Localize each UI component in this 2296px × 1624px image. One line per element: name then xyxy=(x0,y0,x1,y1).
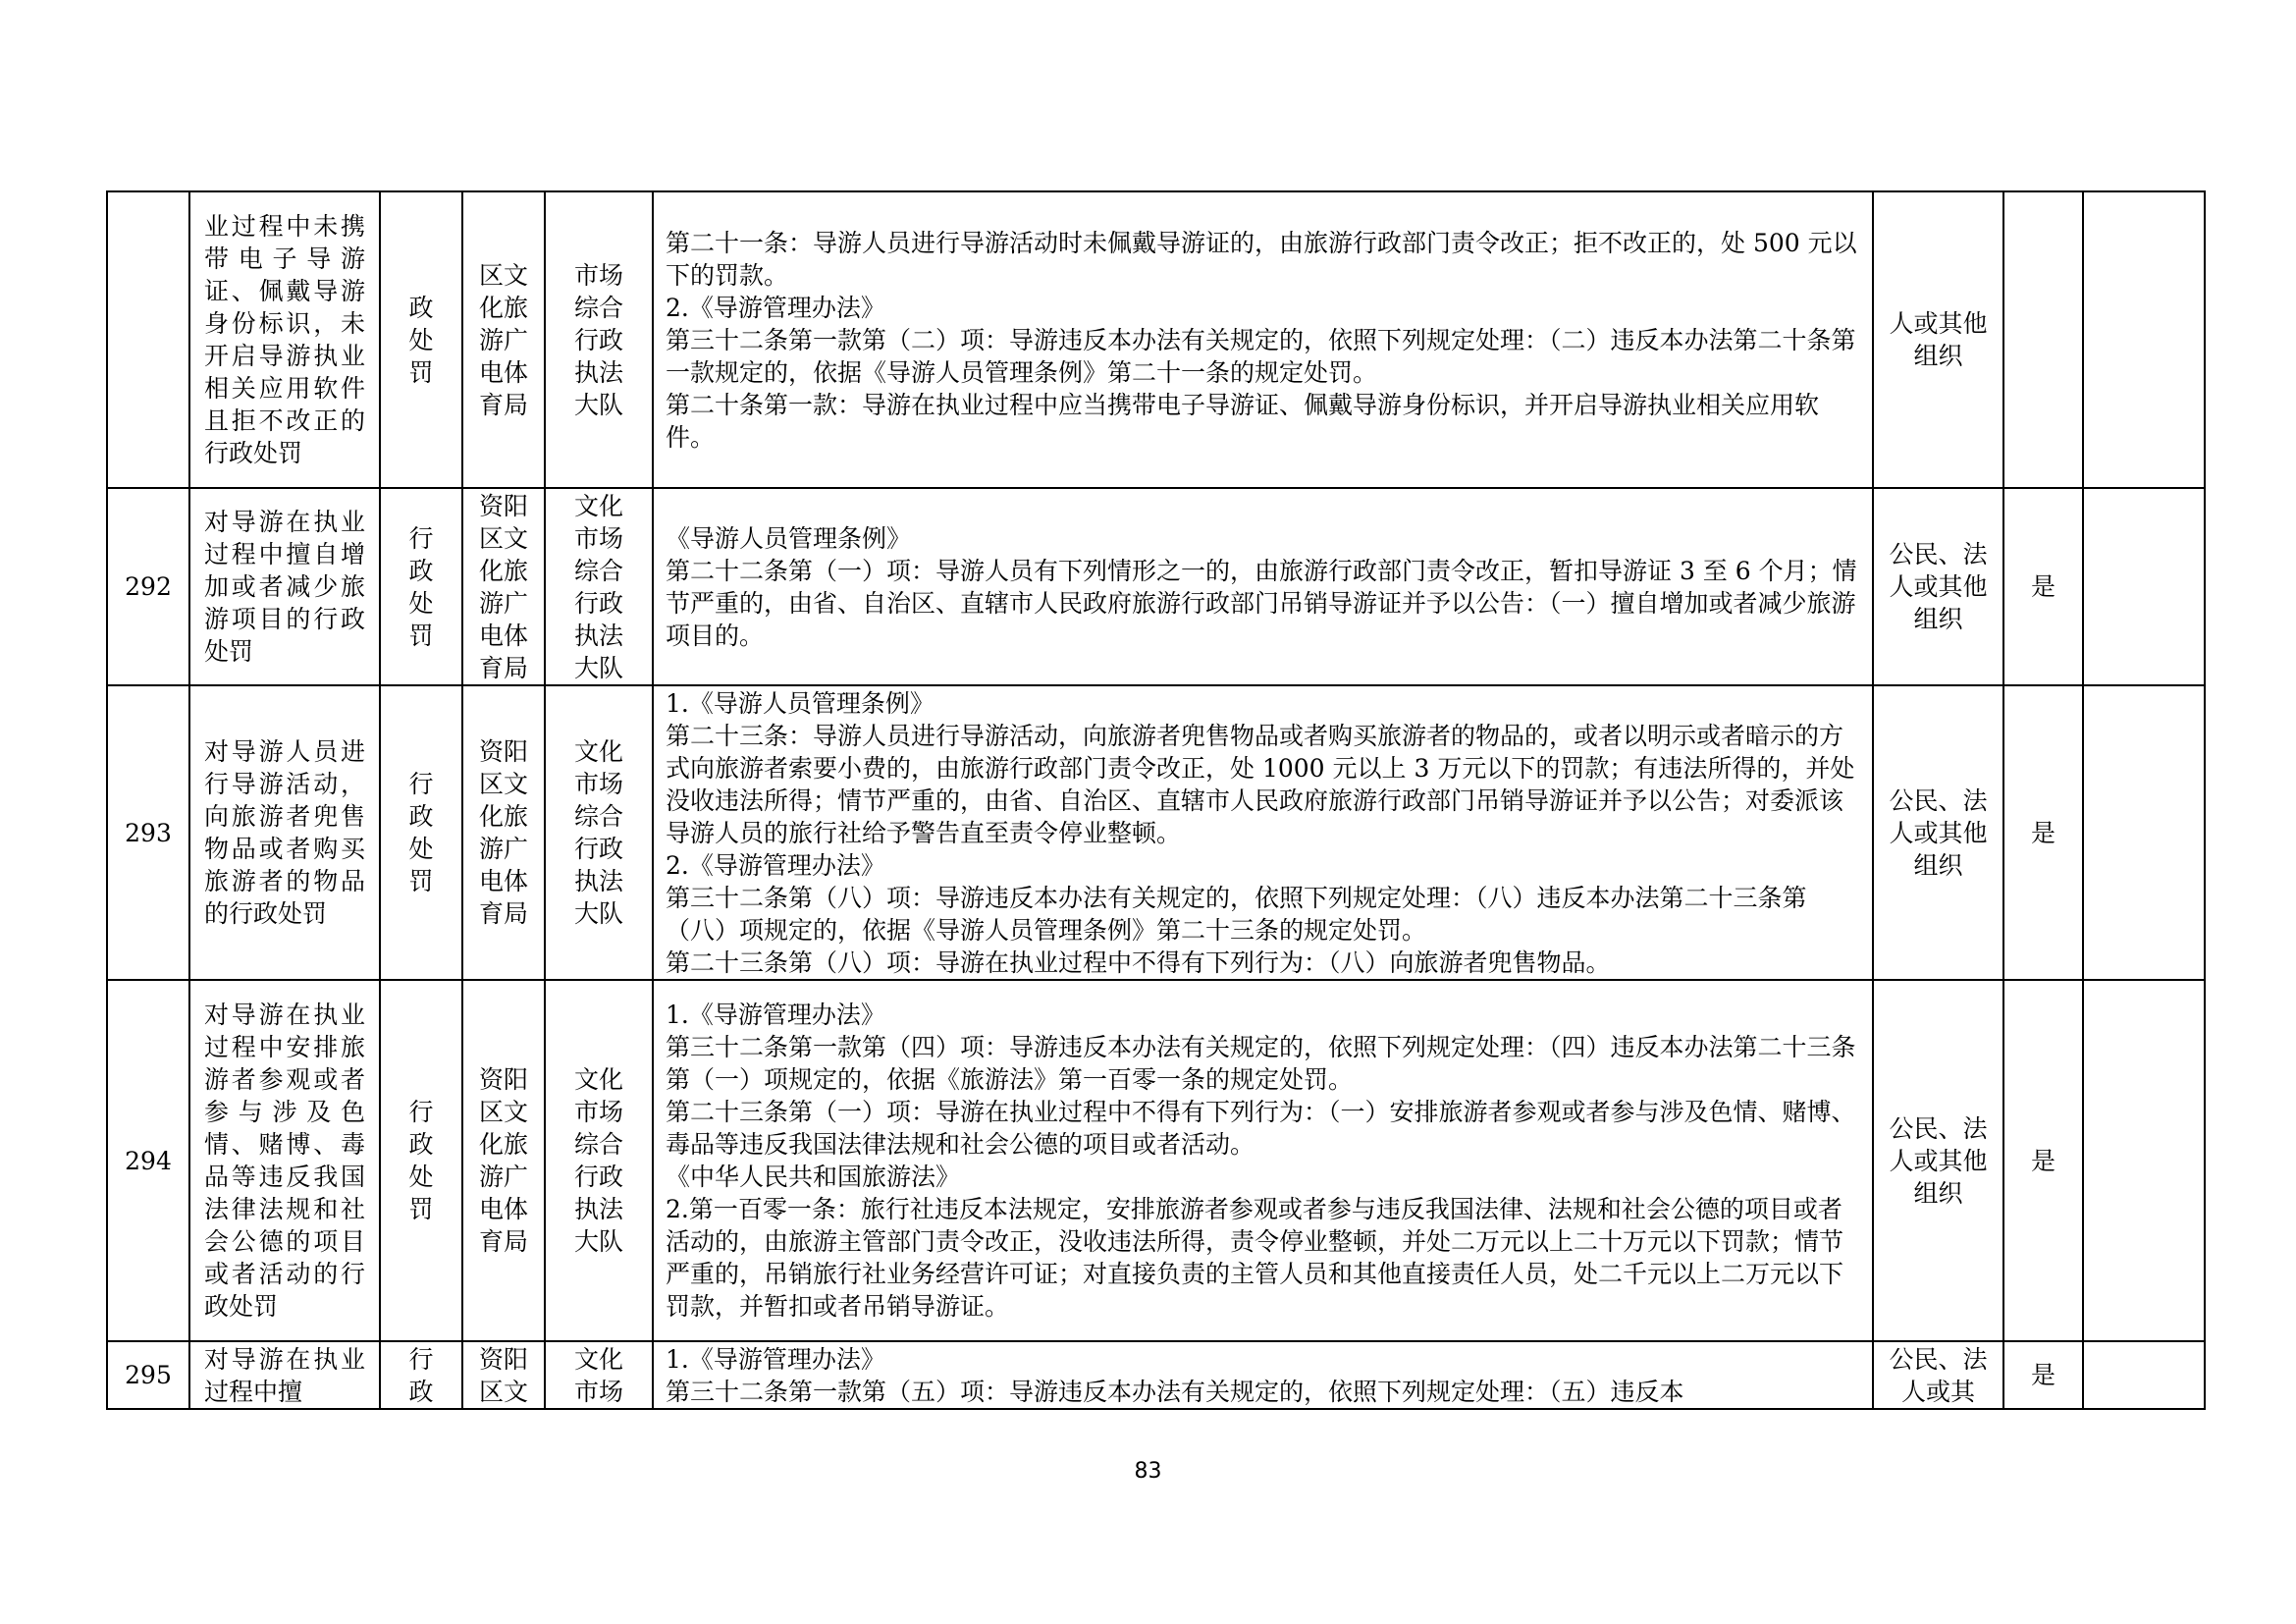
target-object xyxy=(1873,980,2003,1341)
regulation-table xyxy=(106,190,2206,1410)
row-number: 293 xyxy=(107,685,189,980)
flag-cell: 是 xyxy=(2003,1341,2083,1409)
department xyxy=(462,685,545,980)
basis-line: 第二十条第一款：导游在执业过程中应当携带电子导游证、佩戴导游身份标识，并开启导游执业相关应用软件。 xyxy=(666,390,1820,452)
target-object xyxy=(1873,1341,2003,1409)
legal-basis xyxy=(653,980,1873,1341)
enforcement-unit xyxy=(545,685,653,980)
item-type xyxy=(380,191,462,488)
item-name: 对导游在执业过程中擅 xyxy=(189,1341,380,1409)
department xyxy=(462,980,545,1341)
enforcement-unit xyxy=(545,980,653,1341)
flag-cell: 是 xyxy=(2003,488,2083,685)
flag-cell xyxy=(2003,191,2083,488)
basis-line: 第二十三条第（八）项：导游在执业过程中不得有下列行为：（八）向旅游者兜售物品。 xyxy=(666,947,1611,977)
table-row xyxy=(107,980,2205,1341)
flag-cell: 是 xyxy=(2003,685,2083,980)
remarks-cell xyxy=(2083,191,2205,488)
legal-basis xyxy=(653,685,1873,980)
item-type xyxy=(380,980,462,1341)
table-row xyxy=(107,1341,2205,1409)
basis-line: 1.《导游管理办法》 xyxy=(666,1344,885,1374)
basis-line: 第二十二条第（一）项：导游人员有下列情形之一的，由旅游行政部门责令改正，暂扣导游证 3 至 6 个月；情节严重的，由省、自治区、直辖市人民政府旅游行政部门吊销导游证并予以公告：（一）擅自增加或者减少旅游项目的。 xyxy=(666,556,1857,650)
row-number: 292 xyxy=(107,488,189,685)
basis-line: 2.《导游管理办法》 xyxy=(666,850,885,880)
target-object-text: 公民、法人或其他组织 xyxy=(1889,540,1988,633)
target-object-text: 公民、法人或其 xyxy=(1889,1344,1988,1406)
item-type-text: 行政 xyxy=(408,1344,434,1406)
item-type xyxy=(380,685,462,980)
item-name: 对导游在执业过程中安排旅游者参观或者参与涉及色情、赌博、毒品等违反我国法律法规和社会公德的项目或者活动的行政处罚 xyxy=(189,980,380,1341)
enforcement-unit xyxy=(545,488,653,685)
enforcement-unit-text: 文化市场综合行政执法大队 xyxy=(573,737,623,928)
item-type xyxy=(380,488,462,685)
basis-line: 1.《导游人员管理条例》 xyxy=(666,688,934,718)
basis-line: 第二十三条第（一）项：导游在执业过程中不得有下列行为：（一）安排旅游者参观或者参与涉及色情、赌博、毒品等违反我国法律法规和社会公德的项目或者活动。 xyxy=(666,1098,1856,1159)
item-type-text: 政处罚 xyxy=(408,293,434,387)
basis-line: 2.《导游管理办法》 xyxy=(666,293,885,322)
department-text: 资阳区文 xyxy=(478,1344,528,1406)
item-type-text: 行政处罚 xyxy=(408,523,434,650)
target-object-text: 公民、法人或其他组织 xyxy=(1889,785,1988,880)
basis-line: 第三十二条第一款第（五）项：导游违反本办法有关规定的，依照下列规定处理：（五）违反本 xyxy=(666,1377,1684,1406)
department-text: 资阳区文化旅游广电体育局 xyxy=(478,491,528,682)
row-number: 295 xyxy=(107,1341,189,1409)
basis-line: 《导游人员管理条例》 xyxy=(666,523,912,553)
target-object xyxy=(1873,685,2003,980)
remarks-cell xyxy=(2083,488,2205,685)
enforcement-unit xyxy=(545,191,653,488)
department-text: 区文化旅游广电体育局 xyxy=(478,260,528,419)
department-text: 资阳区文化旅游广电体育局 xyxy=(478,737,528,928)
basis-line: 1.《导游管理办法》 xyxy=(666,1001,885,1029)
basis-line: 第二十一条：导游人员进行导游活动时未佩戴导游证的，由旅游行政部门责令改正；拒不改正的，处 500 元以下的罚款。 xyxy=(666,228,1857,290)
table-row xyxy=(107,488,2205,685)
basis-line: 《中华人民共和国旅游法》 xyxy=(666,1163,961,1191)
remarks-cell xyxy=(2083,980,2205,1341)
row-number: 294 xyxy=(107,980,189,1341)
flag-cell: 是 xyxy=(2003,980,2083,1341)
enforcement-unit-text: 文化市场综合行政执法大队 xyxy=(573,491,623,682)
target-object-text: 公民、法人或其他组织 xyxy=(1889,1113,1988,1208)
item-name: 对导游在执业过程中擅自增加或者减少旅游项目的行政处罚 xyxy=(189,488,380,685)
department xyxy=(462,488,545,685)
basis-line: 第三十二条第一款第（四）项：导游违反本办法有关规定的，依照下列规定处理：（四）违反本办法第二十三条第（一）项规定的，依据《旅游法》第一百零一条的规定处罚。 xyxy=(666,1033,1856,1094)
item-type-text: 行政处罚 xyxy=(408,770,434,895)
target-object-text: 人或其他组织 xyxy=(1889,309,1988,370)
legal-basis xyxy=(653,1341,1873,1409)
target-object xyxy=(1873,191,2003,488)
legal-basis xyxy=(653,191,1873,488)
enforcement-unit xyxy=(545,1341,653,1409)
page-number: 83 xyxy=(1134,1459,1162,1484)
enforcement-unit-text: 文化市场 xyxy=(573,1344,623,1406)
basis-line: 2.第一百零一条：旅行社违反本法规定，安排旅游者参观或者参与违反我国法律、法规和社会公德的项目或者活动的，由旅游主管部门责令改正，没收违法所得，责令停业整顿，并处二万元以上二十万元以下罚款；情节严重的，吊销旅行社业务经营许可证；对直接负责的主管人员和其他直接责任人员，处二千元以上二万元以下罚款，并暂扣或者吊销导游证。 xyxy=(666,1195,1844,1321)
table-row xyxy=(107,685,2205,980)
department xyxy=(462,191,545,488)
basis-line: 第二十三条：导游人员进行导游活动，向旅游者兜售物品或者购买旅游者的物品的，或者以明示或者暗示的方式向旅游者索要小费的，由旅游行政部门责令改正，处 1000 元以上 3 万元以下的罚款；有违法所得的，并处没收违法所得；情节严重的，由省、自治区、直辖市人民政府旅游行政部门吊销导游证并予以公告；对委派该导游人员的旅行社给予警告直至责令停业整顿。 xyxy=(666,721,1855,847)
department xyxy=(462,1341,545,1409)
item-name: 对导游人员进行导游活动，向旅游者兜售物品或者购买旅游者的物品的行政处罚 xyxy=(189,685,380,980)
basis-line: 第三十二条第（八）项：导游违反本办法有关规定的，依照下列规定处理：（八）违反本办法第二十三条第（八）项规定的，依据《导游人员管理条例》第二十三条的规定处罚。 xyxy=(666,883,1807,945)
legal-basis xyxy=(653,488,1873,685)
department-text: 资阳区文化旅游广电体育局 xyxy=(478,1065,528,1256)
remarks-cell xyxy=(2083,1341,2205,1409)
row-number xyxy=(107,191,189,488)
table-row xyxy=(107,191,2205,488)
target-object xyxy=(1873,488,2003,685)
remarks-cell xyxy=(2083,685,2205,980)
enforcement-unit-text: 文化市场综合行政执法大队 xyxy=(573,1065,623,1256)
enforcement-unit-text: 市场综合行政执法大队 xyxy=(573,260,623,419)
item-type xyxy=(380,1341,462,1409)
basis-line: 第三十二条第一款第（二）项：导游违反本办法有关规定的，依照下列规定处理：（二）违反本办法第二十条第一款规定的，依据《导游人员管理条例》第二十一条的规定处罚。 xyxy=(666,325,1856,387)
item-type-text: 行政处罚 xyxy=(408,1098,434,1223)
item-name: 业过程中未携带电子导游证、佩戴导游身份标识，未开启导游执业相关应用软件且拒不改正的行政处罚 xyxy=(189,191,380,488)
